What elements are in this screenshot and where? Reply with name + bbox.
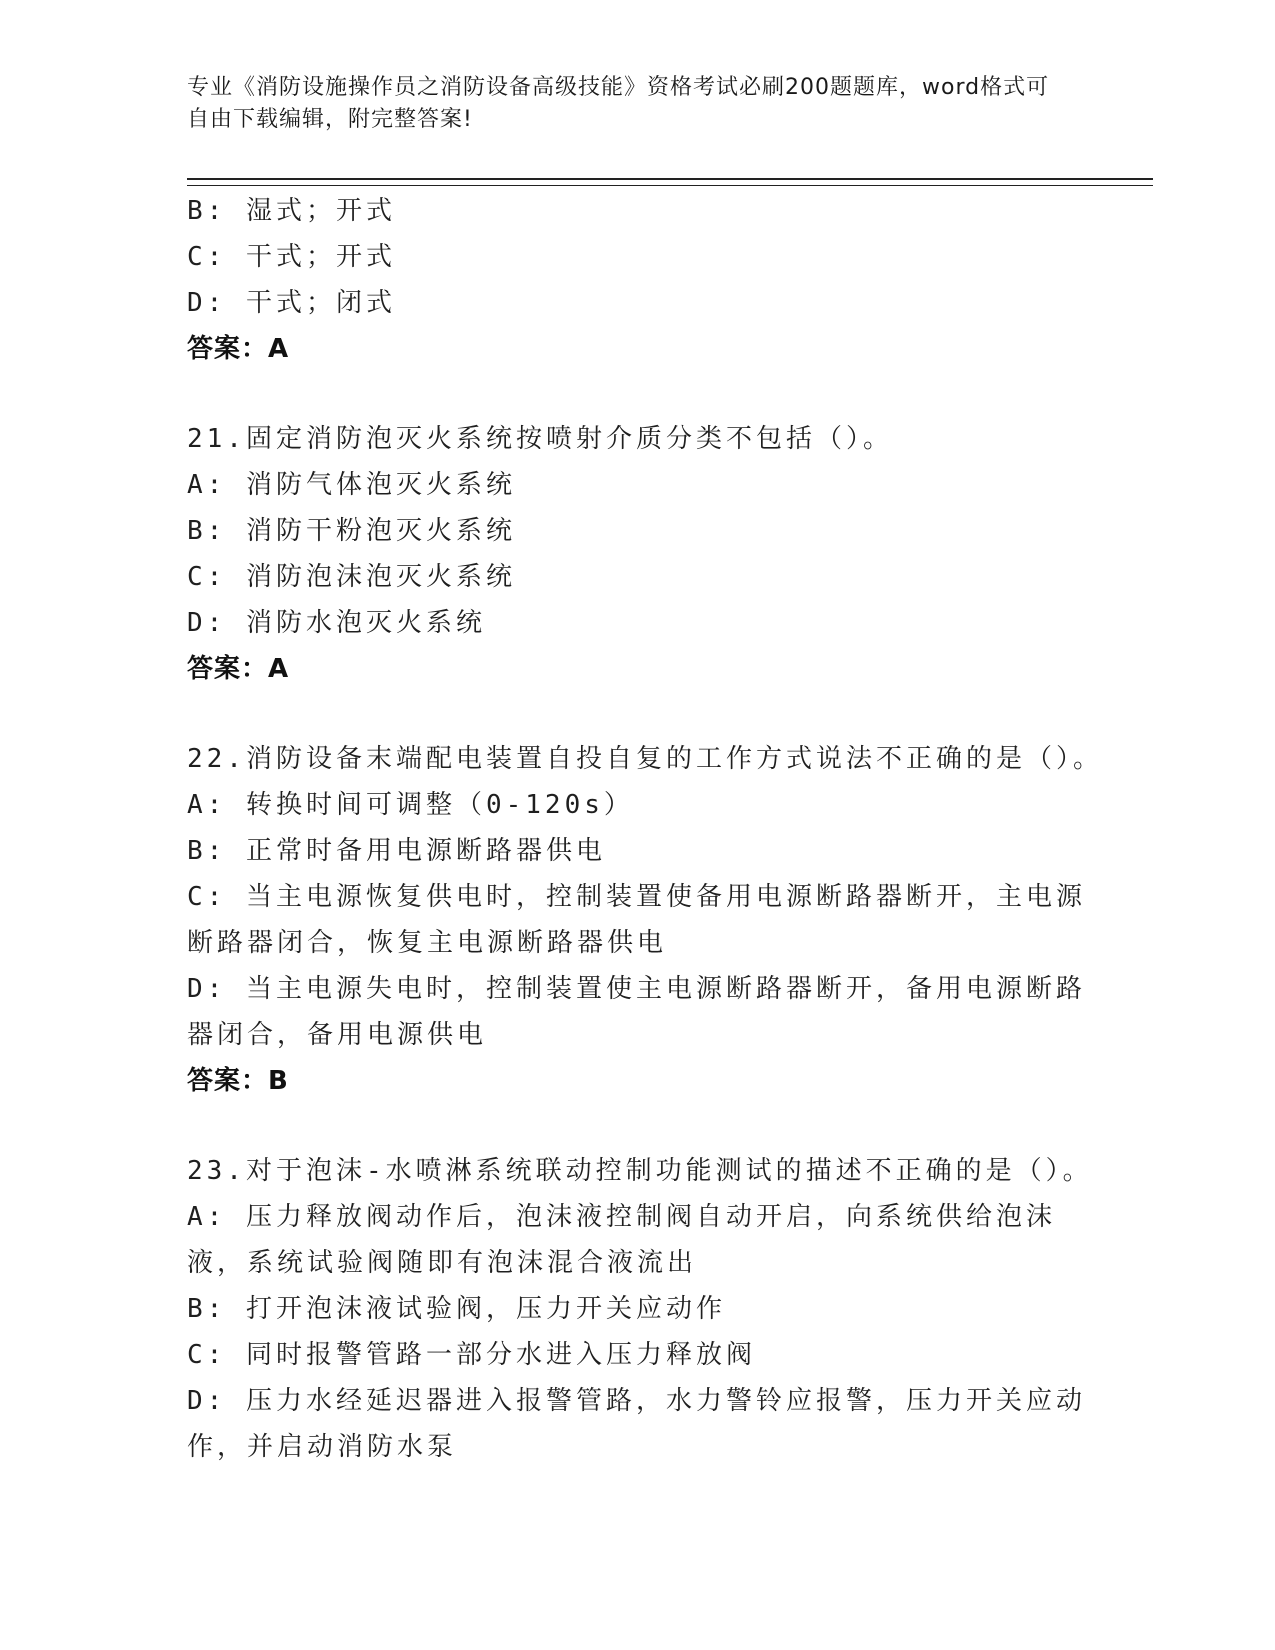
- option-a: A: 转换时间可调整（0-120s）: [187, 790, 634, 820]
- option-d: D: 当主电源失电时，控制装置使主电源断路器断开，备用电源断路器闭合，备用电源供电: [187, 974, 1086, 1050]
- option-d: D: 消防水泡灭火系统: [187, 608, 486, 638]
- spacer: [187, 1104, 1087, 1148]
- spacer: [187, 372, 1087, 416]
- option-d: D: 压力水经延迟器进入报警管路，水力警铃应报警，压力开关应动作，并启动消防水泵: [187, 1386, 1086, 1462]
- option-b: B: 湿式；开式: [187, 196, 396, 226]
- option-a: A: 消防气体泡灭火系统: [187, 470, 516, 500]
- option-b: B: 打开泡沫液试验阀，压力开关应动作: [187, 1294, 726, 1324]
- header-divider: [187, 178, 1153, 186]
- question-block-prev: [187, 188, 1087, 372]
- answer-line: 答案：A: [187, 334, 290, 364]
- option-a: A: 压力释放阀动作后，泡沫液控制阀自动开启，向系统供给泡沫液，系统试验阀随即有泡沫混合液流出: [187, 1202, 1056, 1278]
- option-c: C: 当主电源恢复供电时，控制装置使备用电源断路器断开，主电源断路器闭合，恢复主电源断路器供电: [187, 882, 1086, 958]
- question-block-23: [187, 1148, 1093, 1470]
- option-b: B: 正常时备用电源断路器供电: [187, 836, 606, 866]
- answer-line: 答案：A: [187, 654, 290, 684]
- option-d: D: 干式；闭式: [187, 288, 396, 318]
- question-text: 21.固定消防泡灭火系统按喷射介质分类不包括（）。: [187, 424, 893, 454]
- question-block-22: [187, 736, 1103, 1104]
- answer-line: 答案：B: [187, 1066, 289, 1096]
- option-c: C: 消防泡沫泡灭火系统: [187, 562, 516, 592]
- document-header: 专业《消防设施操作员之消防设备高级技能》资格考试必刷200题题库，word格式可自由下载编辑，附完整答案!: [187, 75, 1050, 132]
- option-b: B: 消防干粉泡灭火系统: [187, 516, 516, 546]
- question-text: 22.消防设备末端配电装置自投自复的工作方式说法不正确的是（）。: [187, 744, 1103, 774]
- question-block-21: [187, 416, 1087, 692]
- option-c: C: 同时报警管路一部分水进入压力释放阀: [187, 1340, 756, 1370]
- question-text: 23.对于泡沫-水喷淋系统联动控制功能测试的描述不正确的是（）。: [187, 1156, 1093, 1186]
- document-body: [187, 188, 1103, 1470]
- option-c: C: 干式；开式: [187, 242, 396, 272]
- spacer: [187, 692, 1087, 736]
